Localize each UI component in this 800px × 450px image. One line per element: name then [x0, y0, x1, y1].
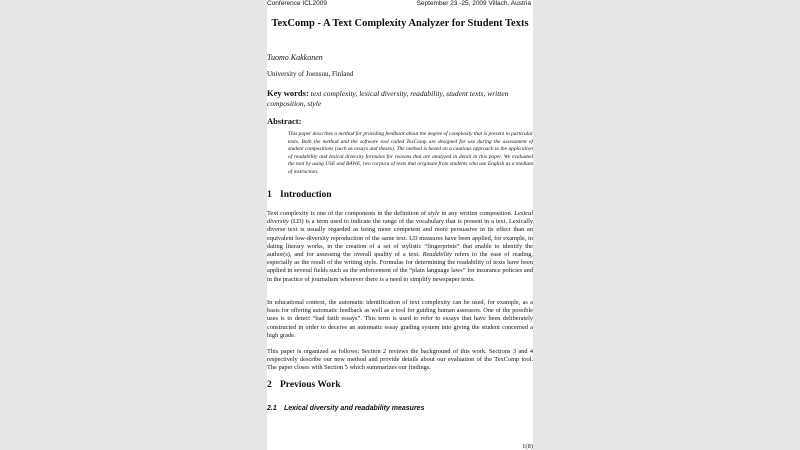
abstract-heading: Abstract: — [267, 116, 302, 126]
section-number: 2 — [267, 380, 272, 390]
subsection-heading — [267, 405, 424, 412]
abstract-text: This paper describes a method for providing feedback about the degree of complexity that is present in particular texts. Both the method and the software tool called TexComp are designed for use during the assessment of student compositions (such as essays and theses). The method is based on a cautious approach to the application of readability and lexical diversity formulas for reasons that are analyzed in detail in this paper. We evaluated the tool by using USE and BAWE, two corpora of texts that originate from students who use English as a medium of instruction. — [288, 131, 533, 175]
section-title: Previous Work — [280, 380, 341, 390]
section-number: 1 — [267, 190, 272, 200]
term-lexical-diversity: Lexical diversity — [267, 210, 533, 226]
text-run: in any written composition. — [439, 210, 515, 217]
author-name: Tuomo Kakkonen — [267, 53, 323, 62]
running-header-right: September 23 -25, 2009 Villach, Austria — [416, 0, 531, 7]
term-style: style — [427, 210, 440, 217]
text-run: (LD) is a term used to indicate the range of the vocabulary that is present in a text. Lexically diverse text is usually regarded as being more competent and more persuasive in its effect than an equivalent low-diversity reproduction of the same text. LD measures have been applied, for example, in dating literary works, in the creation of a set of stylistic “fingerprints” that enable to identify the author(s), and for assessing the overall quality of a text. — [267, 218, 533, 259]
section-heading-previous-work — [267, 380, 341, 390]
paper-title: TexComp - A Text Complexity Analyzer for Student Texts — [271, 18, 529, 29]
page-number: 1(8) — [522, 443, 533, 450]
keywords-label: Key words: — [267, 88, 309, 98]
text-run: Text complexity is one of the components in the definition of — [267, 210, 428, 217]
intro-paragraph-1 — [267, 210, 533, 284]
keywords — [267, 88, 533, 109]
keywords-text: text complexity, lexical diversity, readability, student texts, written composition, style — [267, 89, 509, 108]
section-heading-introduction — [267, 190, 332, 200]
affiliation: University of Joensuu, Finland — [267, 70, 354, 78]
subsection-number: 2.1 — [267, 405, 277, 412]
section-title: Introduction — [280, 190, 332, 200]
running-header-left: Conference ICL2009 — [267, 0, 327, 7]
intro-paragraph-3: This paper is organized as follows: Section 2 reviews the background of this work. Sections 3 and 4 respectively describe our new method and provide details about our evaluation of the TexComp tool. The paper closes with Section 5 which summarizes our findings. — [267, 348, 533, 372]
intro-paragraph-2: In educational context, the automatic identification of text complexity can be used, for example, as a basis for offering automatic feedback as well as a tool for guiding human assessors. One of the possible uses is to detect “bad faith essays”. This term is used to refer to essays that have been deliberately constructed in order to deceive an automatic essay grading system into giving the student concerned a high grade. — [267, 299, 533, 339]
pdf-page — [267, 0, 533, 450]
subsection-title: Lexical diversity and readability measures — [284, 405, 425, 412]
text-run: refers to the ease of reading, especially as the result of the writing style. Formulas for determining the readability of texts have been applied in several fields such as the enforcement of the “plain language laws” for insurance policies and in the practice of journalism wherever there is a need to simplify newspaper texts. — [267, 251, 533, 283]
term-readability: Readability — [422, 251, 452, 259]
